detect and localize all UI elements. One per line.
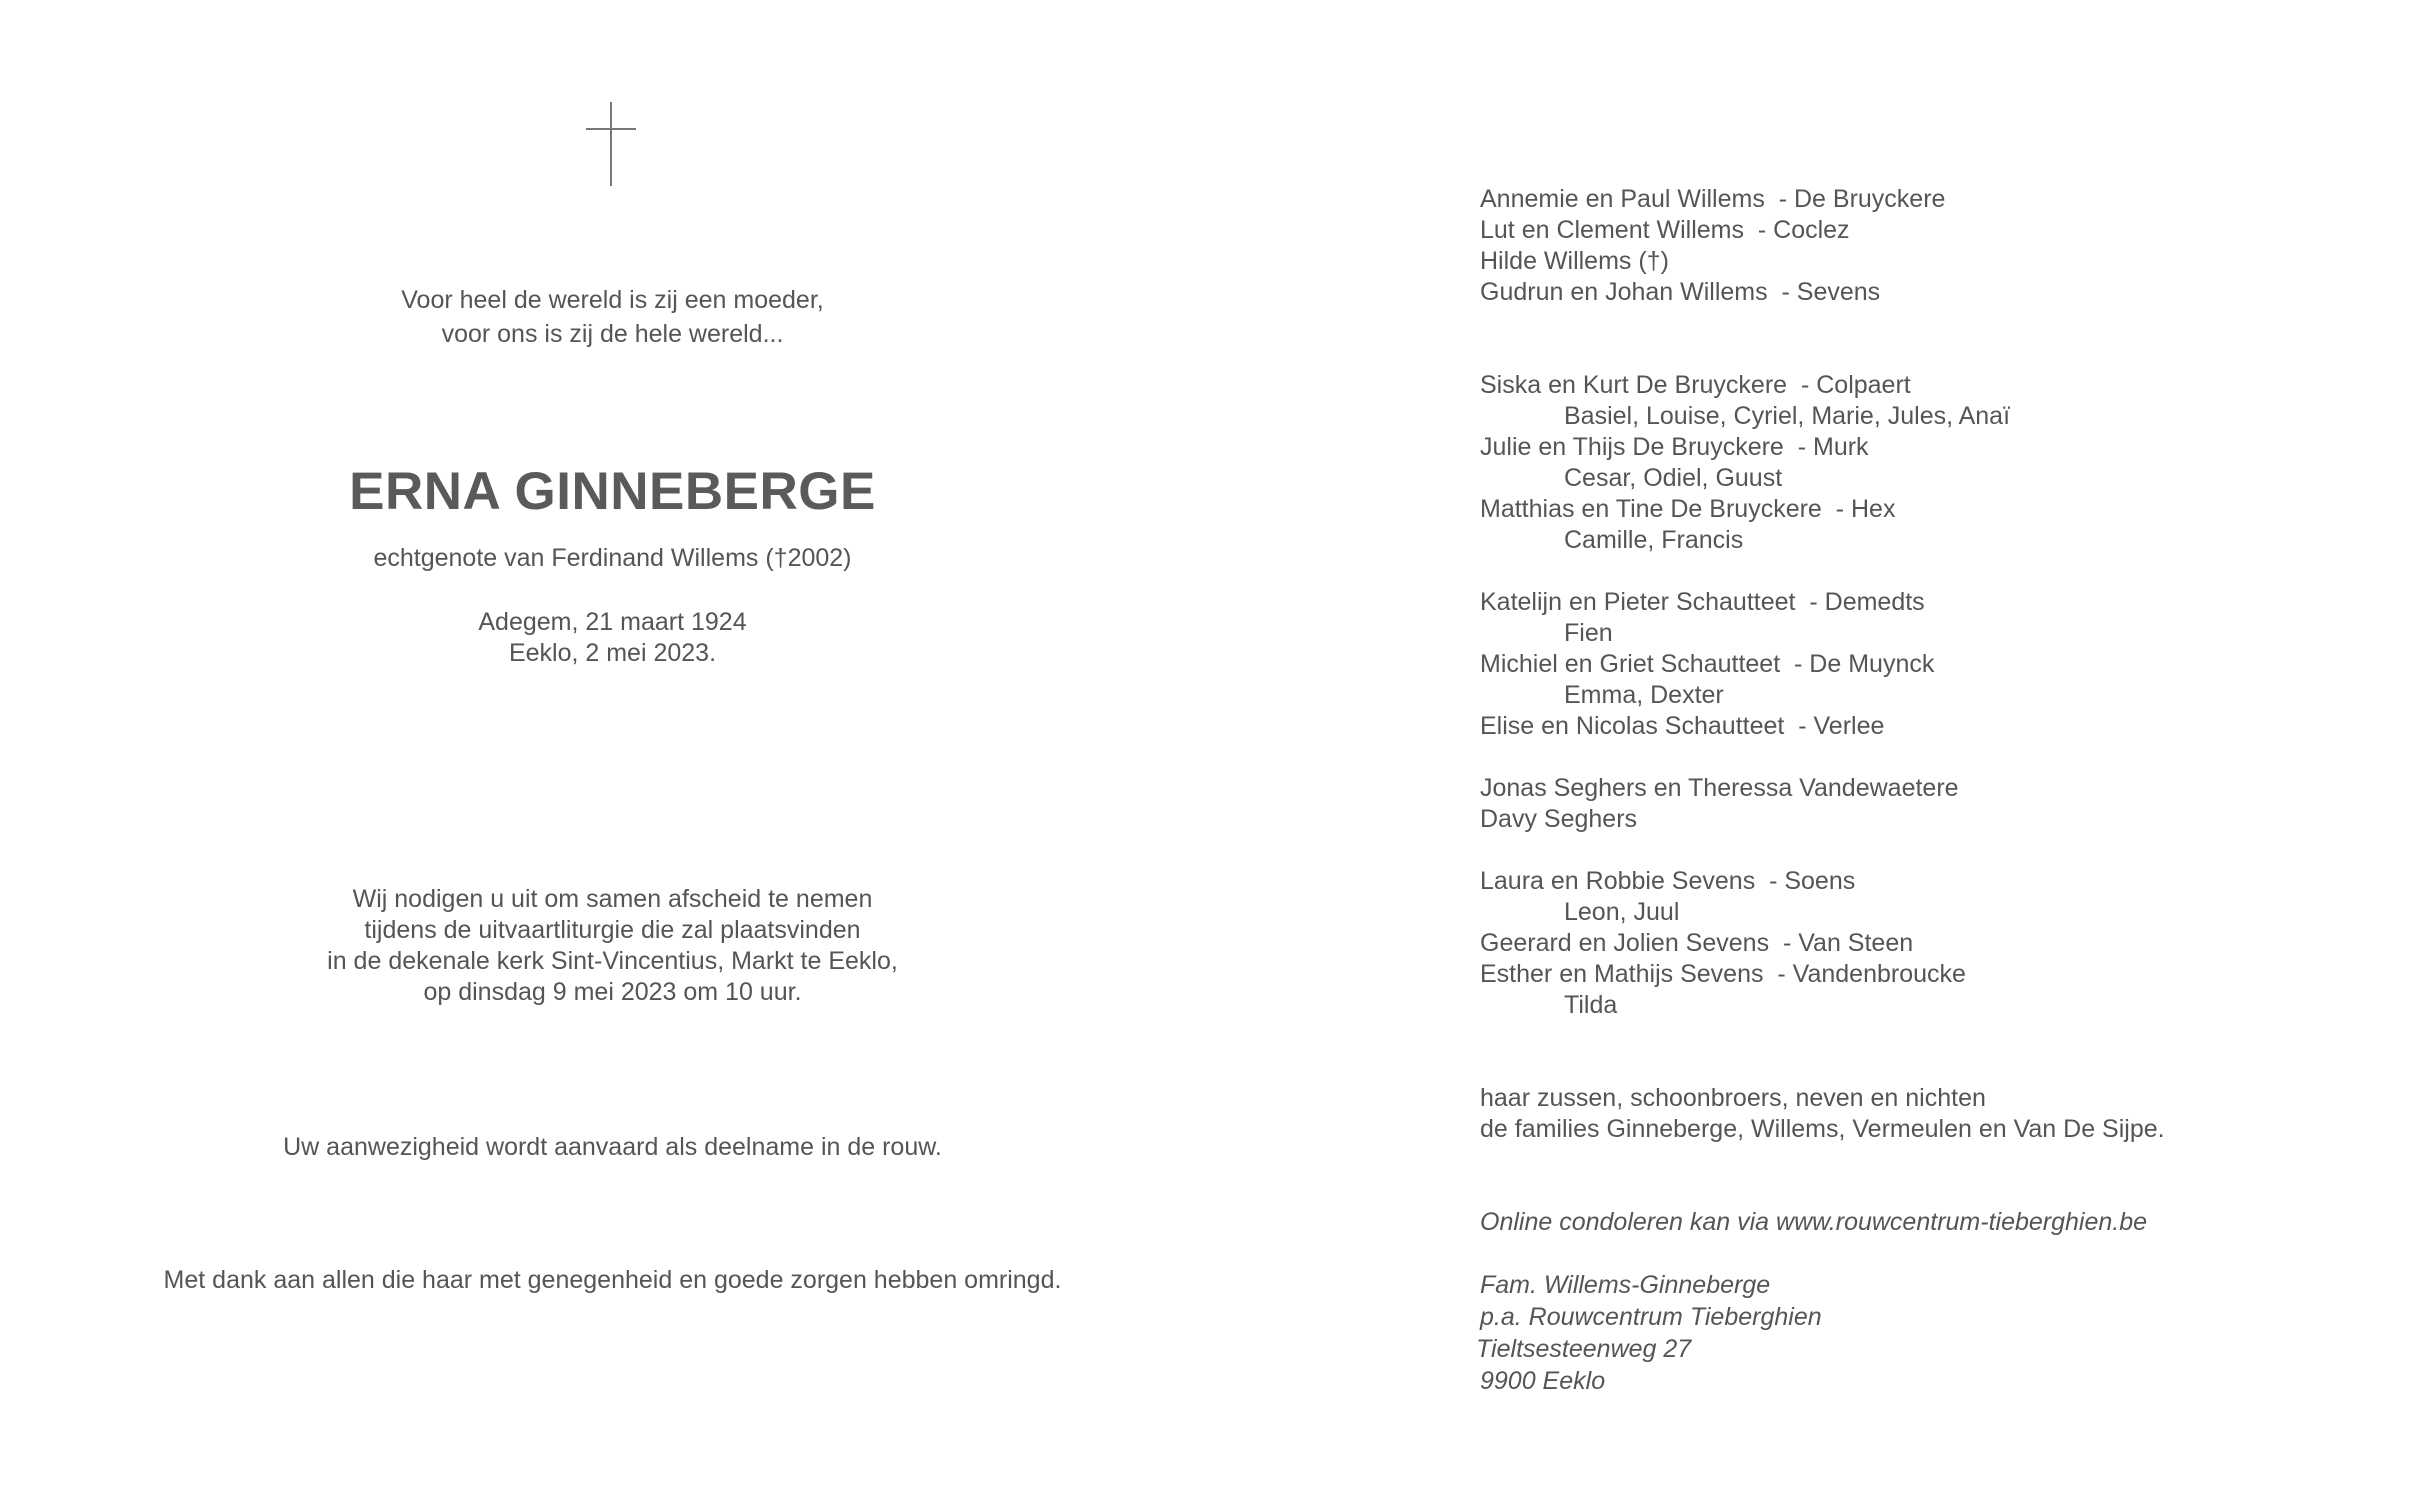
quote-line: Voor heel de wereld is zij een moeder, [401,286,824,314]
invitation-line: tijdens de uitvaartliturgie die zal plaatsvinden [364,916,861,944]
address-line: 9900 Eeklo [1480,1367,1606,1395]
invitation-line: in de dekenale kerk Sint-Vincentius, Markt te Eeklo, [327,947,898,975]
list-item: Esther en Mathijs Sevens - Vandenbroucke [1480,960,1966,988]
children-block [1480,184,2380,308]
spouse-line: echtgenote van Ferdinand Willems (†2002) [373,544,852,572]
list-item: Elise en Nicolas Schautteet - Verlee [1480,712,1885,740]
family-list [1476,184,2380,1397]
list-item: Fien [1564,619,1613,647]
grandchildren-block-4 [1480,866,2380,1021]
grandchildren-block-3 [1480,773,2380,835]
list-item: Cesar, Odiel, Guust [1564,464,1783,492]
thanks-note: Met dank aan allen die haar met genegenheid en goede zorgen hebben omringd. [163,1266,1062,1294]
quote-line: voor ons is zij de hele wereld... [441,320,784,348]
grandchildren-block-1 [1480,370,2380,556]
list-item: Leon, Juul [1564,898,1680,926]
death-line: Eeklo, 2 mei 2023. [508,639,717,667]
birth-line: Adegem, 21 maart 1924 [478,608,747,636]
list-item: Jonas Seghers en Theressa Vandewaetere [1480,774,1959,802]
list-item: Michiel en Griet Schautteet - De Muynck [1480,650,1935,678]
address-line: Fam. Willems-Ginneberge [1480,1271,1771,1299]
list-item: Laura en Robbie Sevens - Soens [1480,867,1856,895]
cross-icon [586,102,636,186]
extended-family-block [1480,1083,2380,1145]
list-item: Siska en Kurt De Bruyckere - Colpaert [1480,371,1911,399]
list-item: de families Ginneberge, Willems, Vermeulen en Van De Sijpe. [1480,1115,2165,1143]
list-item: Hilde Willems (†) [1480,247,1669,275]
list-item: Tilda [1564,991,1618,1019]
list-item: Julie en Thijs De Bruyckere - Murk [1480,433,1869,461]
list-item: haar zussen, schoonbroers, neven en nichten [1480,1084,1986,1112]
list-item: Davy Seghers [1480,805,1638,833]
grandchildren-block-2 [1480,587,2380,742]
list-item: Katelijn en Pieter Schautteet - Demedts [1480,588,1925,616]
funeral-invitation [0,884,1225,1008]
correspondence-address [1476,1269,2380,1397]
address-line: Tieltsesteenweg 27 [1476,1335,1692,1363]
presence-note: Uw aanwezigheid wordt aanvaard als deelname in de rouw. [283,1133,942,1161]
list-item: Gudrun en Johan Willems - Sevens [1480,278,1881,306]
list-item: Annemie en Paul Willems - De Bruyckere [1480,185,1946,213]
address-line: p.a. Rouwcentrum Tieberghien [1480,1303,1822,1331]
list-item: Camille, Francis [1564,526,1744,554]
invitation-line: Wij nodigen u uit om samen afscheid te nemen [352,885,873,913]
dates [0,605,1225,670]
deceased-name: ERNA GINNEBERGE [349,462,876,521]
online-condolence-note: Online condoleren kan via www.rouwcentrum-tieberghien.be [1480,1208,2148,1236]
list-item: Geerard en Jolien Sevens - Van Steen [1480,929,1914,957]
list-item: Lut en Clement Willems - Coclez [1480,216,1850,244]
list-item: Emma, Dexter [1564,681,1724,709]
list-item: Basiel, Louise, Cyriel, Marie, Jules, Anaï [1564,402,2011,430]
memorial-quote [0,283,1225,351]
list-item: Matthias en Tine De Bruyckere - Hex [1480,495,1896,523]
invitation-line: op dinsdag 9 mei 2023 om 10 uur. [423,978,802,1006]
